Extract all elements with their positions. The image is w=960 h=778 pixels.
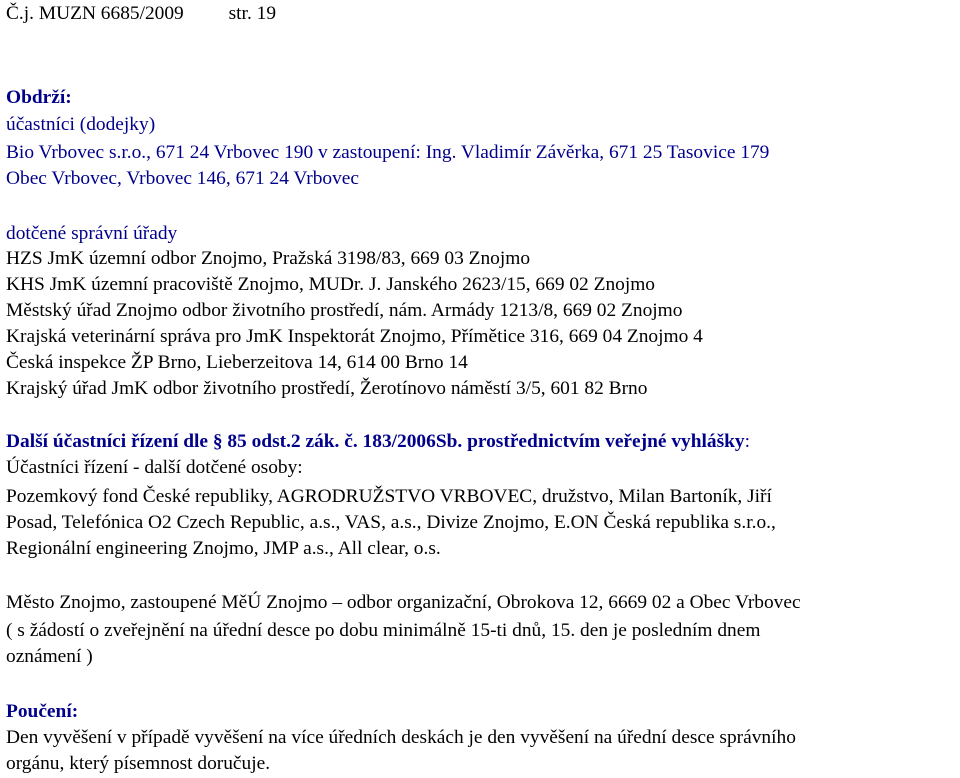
authority-line: Česká inspekce ŽP Brno, Lieberzeitova 14, 614 00 Brno 14 xyxy=(6,352,468,373)
obdrzi-subtitle: účastníci (dodejky) xyxy=(6,114,156,135)
dalsi-title: Účastníci řízení - další dotčené osoby: xyxy=(6,457,303,478)
dalsi-heading-colon: : xyxy=(744,431,751,452)
authority-line: Krajská veterinární správa pro JmK Inspektorát Znojmo, Přímětice 316, 669 04 Znojmo 4 xyxy=(6,326,703,347)
other-participant-line: Pozemkový fond České republiky, AGRODRUŽSTVO VRBOVEC, družstvo, Milan Bartoník, Jiří xyxy=(6,486,772,507)
mesto-line: Město Znojmo, zastoupené MěÚ Znojmo – odbor organizační, Obrokova 12, 6669 02 a Obec Vrbovec xyxy=(6,592,801,613)
other-participant-line: Regionální engineering Znojmo, JMP a.s., All clear, o.s. xyxy=(6,538,441,559)
urady-title: dotčené správní úřady xyxy=(6,223,178,244)
mesto-line: ( s žádostí o zveřejnění na úřední desce po dobu minimálně 15-ti dnů, 15. den je posledním dnem xyxy=(6,620,761,641)
pouceni-title: Poučení: xyxy=(6,701,79,722)
page-number: str. 19 xyxy=(228,3,277,24)
authority-line: Městský úřad Znojmo odbor životního prostředí, nám. Armády 1213/8, 669 02 Znojmo xyxy=(6,300,683,321)
dalsi-heading-bold: Další účastníci řízení dle § 85 odst.2 zák. č. 183/2006Sb. prostřednictvím veřejné vyhlášky xyxy=(6,431,745,452)
dalsi-heading xyxy=(6,430,750,454)
authority-line: HZS JmK územní odbor Znojmo, Pražská 3198/83, 669 03 Znojmo xyxy=(6,248,531,269)
participant-line: Obec Vrbovec, Vrbovec 146, 671 24 Vrbovec xyxy=(6,168,359,189)
pouceni-line: Den vyvěšení v případě vyvěšení na více úředních deskách je den vyvěšení na úřední desce správního xyxy=(6,727,796,748)
authority-line: KHS JmK územní pracoviště Znojmo, MUDr. J. Janského 2623/15, 669 02 Znojmo xyxy=(6,274,655,295)
authority-line: Krajský úřad JmK odbor životního prostředí, Žerotínovo náměstí 3/5, 601 82 Brno xyxy=(6,378,648,399)
participant-line: Bio Vrbovec s.r.o., 671 24 Vrbovec 190 v zastoupení: Ing. Vladimír Závěrka, 671 25 Tasovice 179 xyxy=(6,142,770,163)
reference-number: Č.j. MUZN 6685/2009 xyxy=(6,3,184,24)
other-participant-line: Posad, Telefónica O2 Czech Republic, a.s., VAS, a.s., Divize Znojmo, E.ON Česká republika s.r.o., xyxy=(6,512,776,533)
pouceni-line: orgánu, který písemnost doručuje. xyxy=(6,753,271,774)
obdrzi-title: Obdrží: xyxy=(6,87,72,108)
mesto-line: oznámení ) xyxy=(6,646,93,667)
page-header xyxy=(6,2,276,26)
